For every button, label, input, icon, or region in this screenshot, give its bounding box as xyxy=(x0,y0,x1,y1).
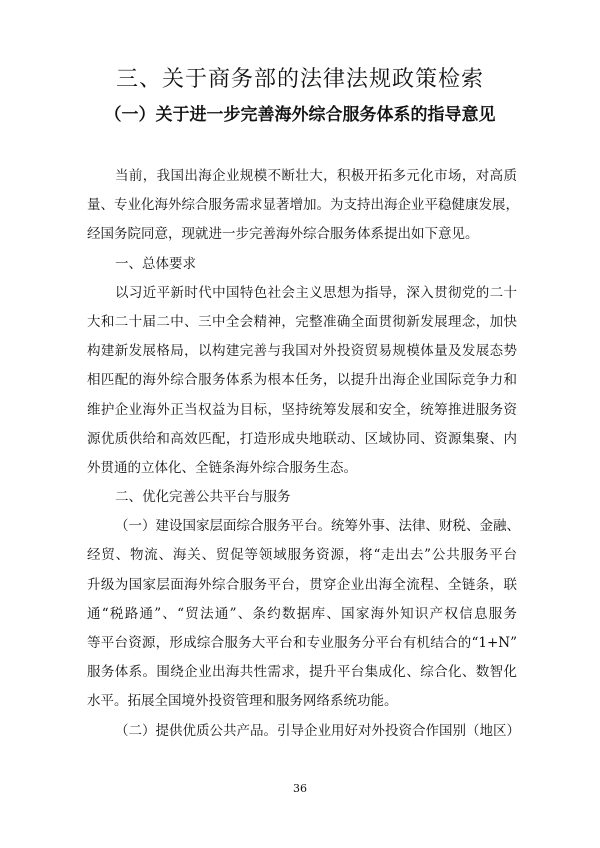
text-line: 外贯通的立体化、全链条海外综合服务生态。 xyxy=(87,459,357,476)
subsection-title: （一）关于进一步完善海外综合服务体系的指导意见 xyxy=(104,105,496,125)
section-title: 三、关于商务部的法律法规政策检索 xyxy=(115,67,484,92)
text-line: （二）提供优质公共产品。引导企业用好对外投资合作国别（地区） xyxy=(115,722,520,739)
text-line: 当前，我国出海企业规模不断壮大，积极开拓多元化市场，对高质 xyxy=(115,168,517,184)
text-line: 等平台资源，形成综合服务大平台和专业服务分平台有机结合的“1+N” xyxy=(87,635,517,651)
text-line: 源优质供给和高效匹配，打造形成央地联动、区域协同、资源集聚、内 xyxy=(87,430,517,447)
text-line: 经国务院同意，现就进一步完善海外综合服务体系提出如下意见。 xyxy=(87,226,479,243)
section-heading: 一、总体要求 xyxy=(115,255,196,272)
text-line: 以习近平新时代中国特色社会主义思想为指导，深入贯彻党的二十 xyxy=(115,284,517,301)
text-line: 构建新发展格局，以构建完善与我国对外投资贸易规模体量及发展态势 xyxy=(87,343,517,360)
text-line: 通“税路通”、“贸法通”、条约数据库、国家海外知识产权信息服务 xyxy=(87,605,517,622)
text-line: 升级为国家层面海外综合服务平台，贯穿企业出海全流程、全链条，联 xyxy=(87,576,517,593)
text-line: 大和二十届二中、三中全会精神，完整准确全面贯彻新发展理念，加快 xyxy=(87,313,517,330)
page-number: 36 xyxy=(293,782,307,795)
body-text xyxy=(87,162,520,746)
text-line: 水平。拓展全国境外投资管理和服务网络系统功能。 xyxy=(87,693,398,710)
text-line: （一）建设国家层面综合服务平台。统筹外事、法律、财税、金融、 xyxy=(115,518,520,535)
text-line: 维护企业海外正当权益为目标，坚持统筹发展和安全，统筹推进服务资 xyxy=(87,401,517,418)
text-line: 服务体系。围绕企业出海共性需求，提升平台集成化、综合化、数智化 xyxy=(87,664,517,681)
section-heading: 二、优化完善公共平台与服务 xyxy=(115,489,291,506)
text-line: 经贸、物流、海关、贸促等领域服务资源，将“走出去”公共服务平台 xyxy=(87,547,517,564)
text-line: 量、专业化海外综合服务需求显著增加。为支持出海企业平稳健康发展， xyxy=(87,197,519,214)
text-line: 相匹配的海外综合服务体系为根本任务，以提升出海企业国际竞争力和 xyxy=(87,372,517,389)
